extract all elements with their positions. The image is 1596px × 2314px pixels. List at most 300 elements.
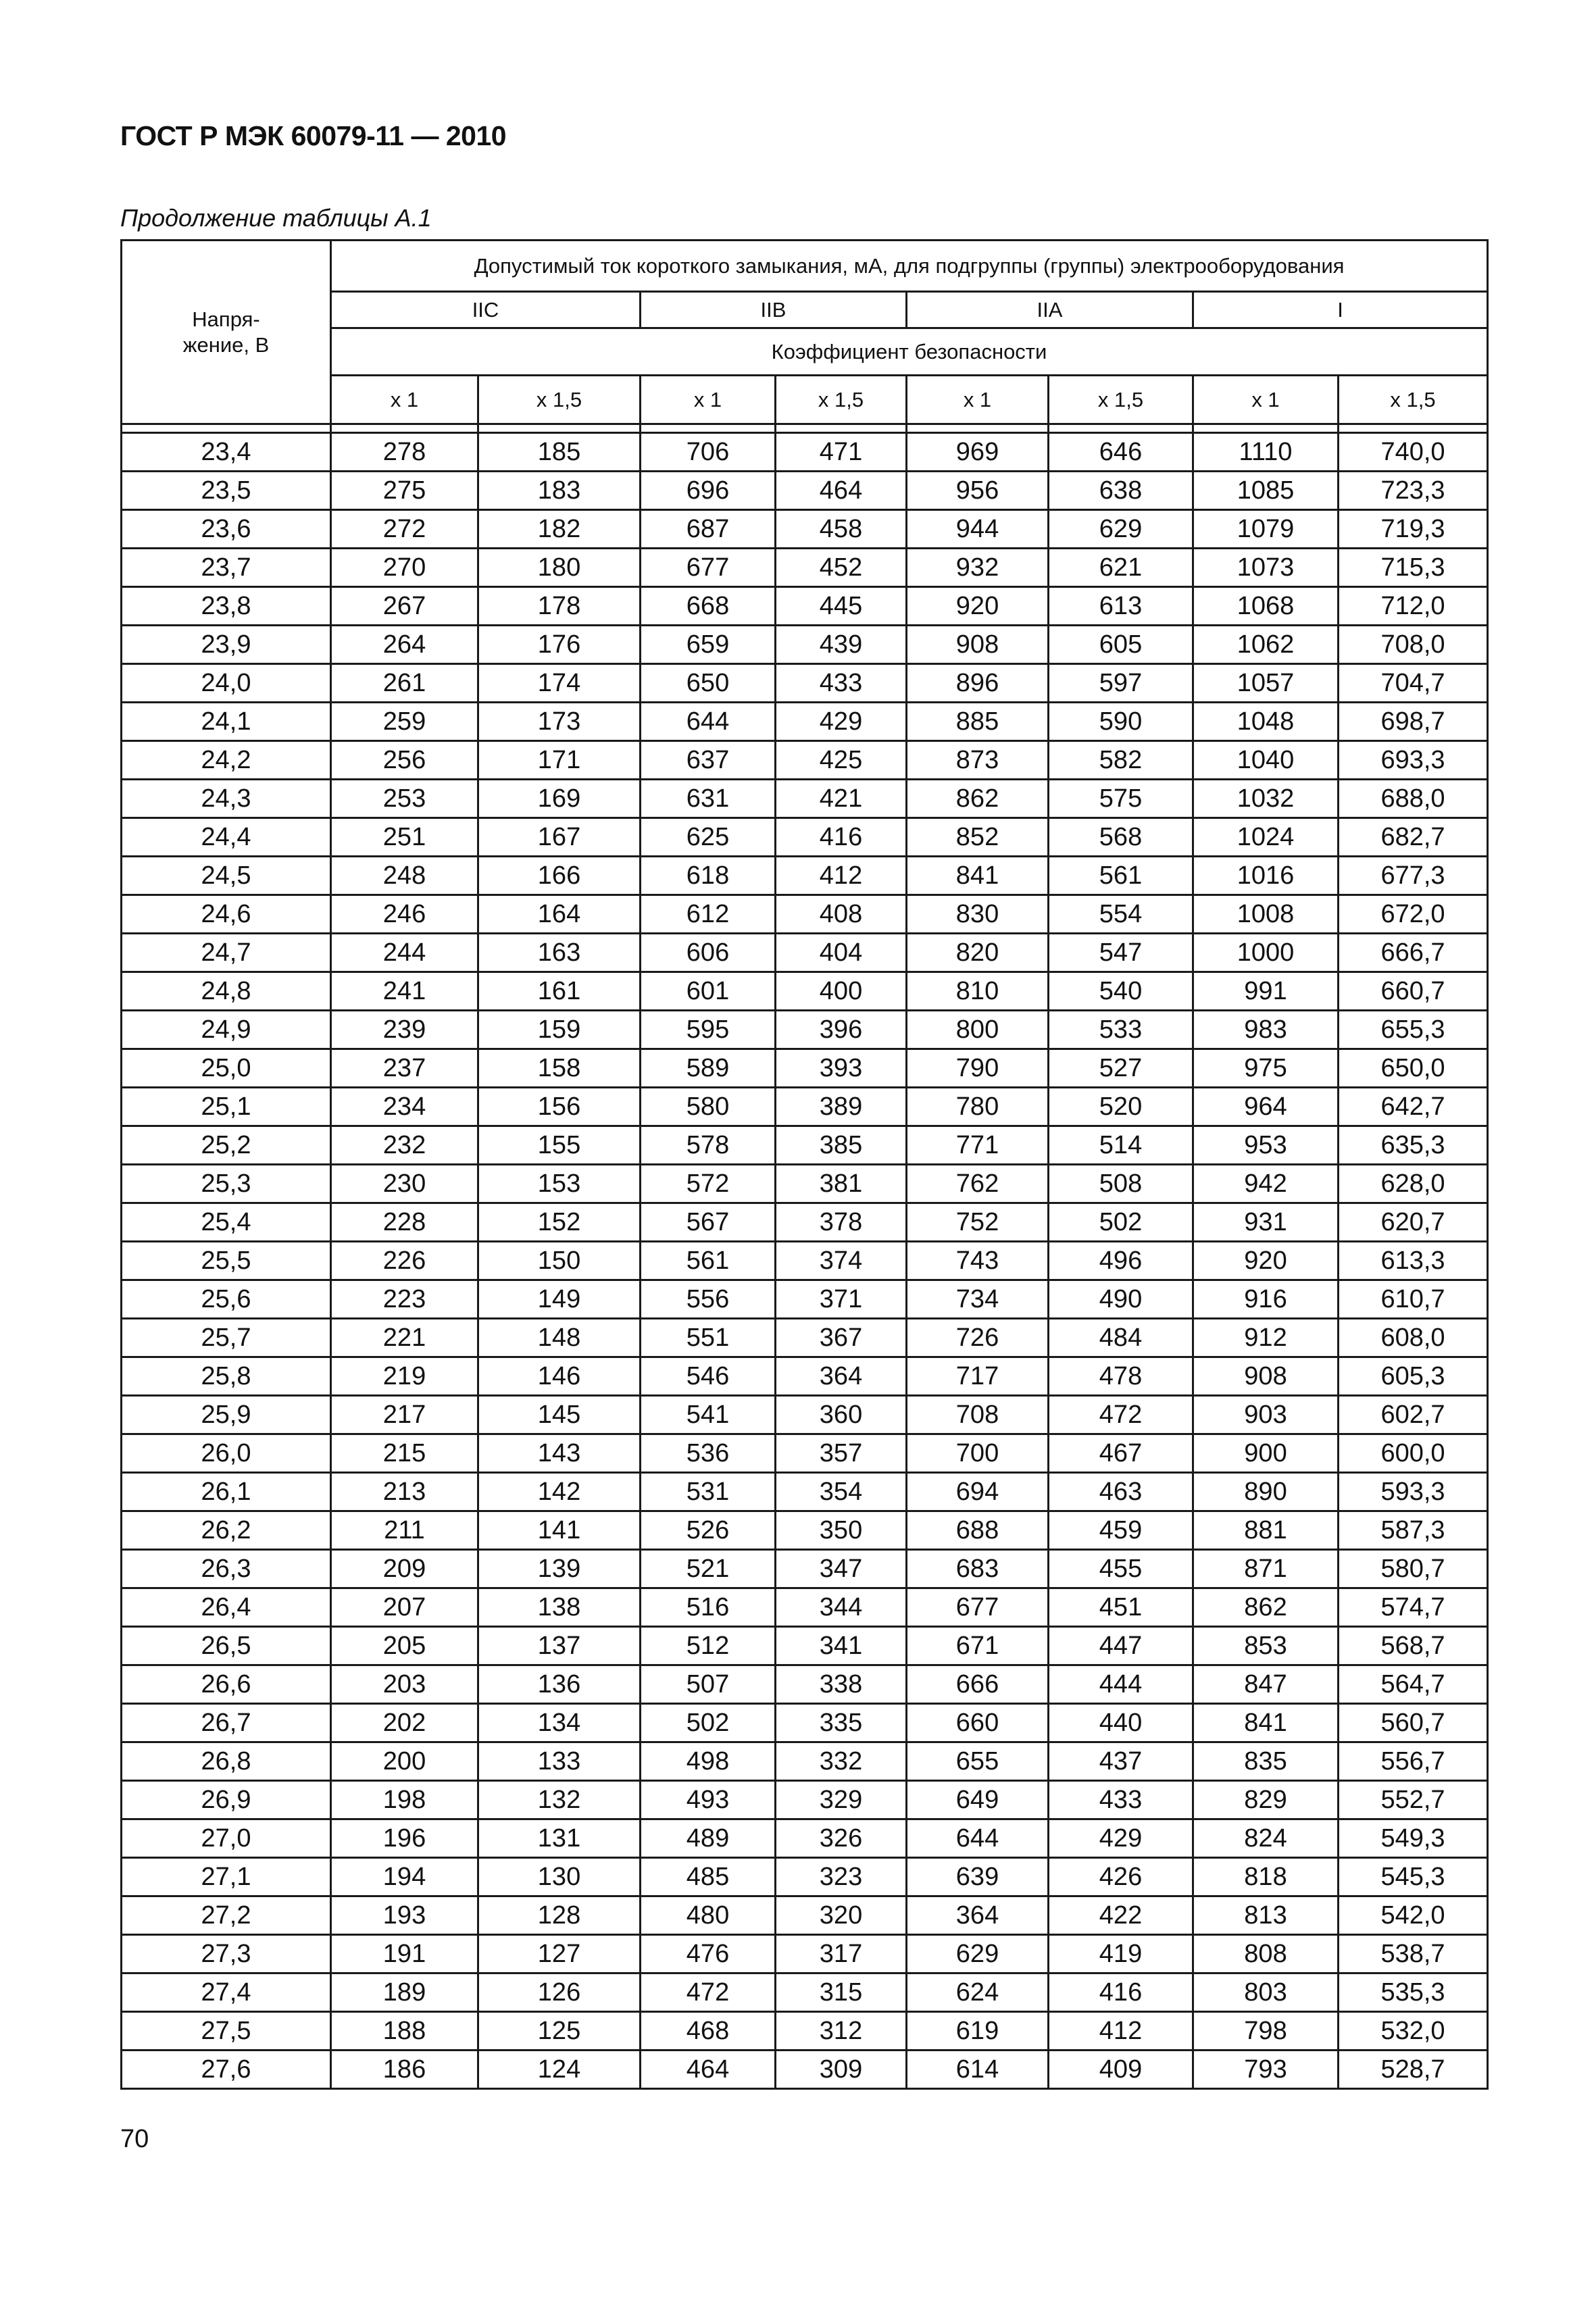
current-value-cell: 167 xyxy=(478,818,641,857)
current-value-cell: 191 xyxy=(331,1935,478,1973)
current-value-cell: 378 xyxy=(776,1203,907,1242)
current-value-cell: 900 xyxy=(1193,1434,1339,1473)
current-value-cell: 595 xyxy=(641,1011,776,1049)
voltage-cell: 24,6 xyxy=(122,895,331,934)
current-value-cell: 264 xyxy=(331,626,478,664)
current-value-cell: 347 xyxy=(776,1550,907,1588)
current-value-cell: 426 xyxy=(1049,1858,1193,1896)
current-value-cell: 942 xyxy=(1193,1165,1339,1203)
voltage-cell: 27,2 xyxy=(122,1896,331,1935)
current-value-cell: 416 xyxy=(1049,1973,1193,2012)
current-value-cell: 808 xyxy=(1193,1935,1339,1973)
current-value-cell: 150 xyxy=(478,1242,641,1280)
current-value-cell: 890 xyxy=(1193,1473,1339,1511)
current-value-cell: 668 xyxy=(641,587,776,626)
table-row xyxy=(122,1781,1488,1819)
header-body-gap xyxy=(122,424,1488,433)
table-row xyxy=(122,1434,1488,1473)
current-value-cell: 964 xyxy=(1193,1088,1339,1126)
voltage-cell: 25,8 xyxy=(122,1357,331,1396)
current-value-cell: 1110 xyxy=(1193,433,1339,472)
current-value-cell: 493 xyxy=(641,1781,776,1819)
current-value-cell: 419 xyxy=(1049,1935,1193,1973)
current-value-cell: 400 xyxy=(776,972,907,1011)
current-value-cell: 771 xyxy=(907,1126,1049,1165)
current-value-cell: 561 xyxy=(1049,857,1193,895)
current-value-cell: 248 xyxy=(331,857,478,895)
page-number: 70 xyxy=(120,2125,149,2153)
voltage-cell: 25,6 xyxy=(122,1280,331,1319)
current-value-cell: 885 xyxy=(907,703,1049,741)
table-row xyxy=(122,1550,1488,1588)
voltage-cell: 24,8 xyxy=(122,972,331,1011)
voltage-cell: 24,0 xyxy=(122,664,331,703)
current-value-cell: 908 xyxy=(1193,1357,1339,1396)
current-value-cell: 841 xyxy=(1193,1704,1339,1742)
current-value-cell: 881 xyxy=(1193,1511,1339,1550)
table-row xyxy=(122,1011,1488,1049)
current-value-cell: 480 xyxy=(641,1896,776,1935)
current-value-cell: 422 xyxy=(1049,1896,1193,1935)
current-value-cell: 213 xyxy=(331,1473,478,1511)
current-value-cell: 920 xyxy=(907,587,1049,626)
current-value-cell: 270 xyxy=(331,549,478,587)
current-value-cell: 740,0 xyxy=(1339,433,1488,472)
current-value-cell: 717 xyxy=(907,1357,1049,1396)
current-value-cell: 527 xyxy=(1049,1049,1193,1088)
current-value-cell: 169 xyxy=(478,780,641,818)
table-row xyxy=(122,510,1488,549)
current-value-cell: 171 xyxy=(478,741,641,780)
factor-header-cell: x 1 xyxy=(1193,376,1339,424)
current-value-cell: 671 xyxy=(907,1627,1049,1665)
current-value-cell: 143 xyxy=(478,1434,641,1473)
current-value-cell: 142 xyxy=(478,1473,641,1511)
current-value-cell: 253 xyxy=(331,780,478,818)
current-value-cell: 613 xyxy=(1049,587,1193,626)
current-value-cell: 186 xyxy=(331,2051,478,2089)
current-value-cell: 688 xyxy=(907,1511,1049,1550)
current-value-cell: 364 xyxy=(776,1357,907,1396)
current-value-cell: 437 xyxy=(1049,1742,1193,1781)
current-value-cell: 655,3 xyxy=(1339,1011,1488,1049)
current-value-cell: 597 xyxy=(1049,664,1193,703)
current-value-cell: 912 xyxy=(1193,1319,1339,1357)
current-value-cell: 715,3 xyxy=(1339,549,1488,587)
current-value-cell: 1032 xyxy=(1193,780,1339,818)
current-value-cell: 672,0 xyxy=(1339,895,1488,934)
current-value-cell: 209 xyxy=(331,1550,478,1588)
current-value-cell: 156 xyxy=(478,1088,641,1126)
current-value-cell: 360 xyxy=(776,1396,907,1434)
current-value-cell: 367 xyxy=(776,1319,907,1357)
current-value-cell: 149 xyxy=(478,1280,641,1319)
current-value-cell: 743 xyxy=(907,1242,1049,1280)
current-value-cell: 829 xyxy=(1193,1781,1339,1819)
table-row xyxy=(122,1203,1488,1242)
current-value-cell: 560,7 xyxy=(1339,1704,1488,1742)
current-value-cell: 666 xyxy=(907,1665,1049,1704)
current-value-cell: 780 xyxy=(907,1088,1049,1126)
document-header: ГОСТ Р МЭК 60079-11 — 2010 xyxy=(120,120,507,151)
current-value-cell: 458 xyxy=(776,510,907,549)
table-row xyxy=(122,1858,1488,1896)
factor-header-cell: x 1,5 xyxy=(776,376,907,424)
current-value-cell: 408 xyxy=(776,895,907,934)
current-value-cell: 211 xyxy=(331,1511,478,1550)
current-value-cell: 312 xyxy=(776,2012,907,2051)
current-value-cell: 852 xyxy=(907,818,1049,857)
current-value-cell: 128 xyxy=(478,1896,641,1935)
current-value-cell: 189 xyxy=(331,1973,478,2012)
current-value-cell: 635,3 xyxy=(1339,1126,1488,1165)
voltage-cell: 23,6 xyxy=(122,510,331,549)
current-value-cell: 267 xyxy=(331,587,478,626)
current-value-cell: 223 xyxy=(331,1280,478,1319)
current-value-cell: 835 xyxy=(1193,1742,1339,1781)
current-value-cell: 818 xyxy=(1193,1858,1339,1896)
voltage-cell: 27,0 xyxy=(122,1819,331,1858)
current-value-cell: 650,0 xyxy=(1339,1049,1488,1088)
current-value-cell: 526 xyxy=(641,1511,776,1550)
current-value-cell: 455 xyxy=(1049,1550,1193,1588)
current-value-cell: 605,3 xyxy=(1339,1357,1488,1396)
current-value-cell: 514 xyxy=(1049,1126,1193,1165)
table-row xyxy=(122,1742,1488,1781)
current-value-cell: 610,7 xyxy=(1339,1280,1488,1319)
current-value-cell: 489 xyxy=(641,1819,776,1858)
current-value-cell: 1000 xyxy=(1193,934,1339,972)
current-value-cell: 698,7 xyxy=(1339,703,1488,741)
current-value-cell: 575 xyxy=(1049,780,1193,818)
current-value-cell: 841 xyxy=(907,857,1049,895)
current-value-cell: 688,0 xyxy=(1339,780,1488,818)
current-value-cell: 153 xyxy=(478,1165,641,1203)
current-value-cell: 540 xyxy=(1049,972,1193,1011)
table-row xyxy=(122,1627,1488,1665)
current-value-cell: 467 xyxy=(1049,1434,1193,1473)
current-value-cell: 830 xyxy=(907,895,1049,934)
current-value-cell: 134 xyxy=(478,1704,641,1742)
current-value-cell: 464 xyxy=(776,472,907,510)
current-value-cell: 625 xyxy=(641,818,776,857)
current-value-cell: 931 xyxy=(1193,1203,1339,1242)
current-value-cell: 873 xyxy=(907,741,1049,780)
current-value-cell: 677 xyxy=(641,549,776,587)
current-value-cell: 196 xyxy=(331,1819,478,1858)
voltage-header-line1: Напря- xyxy=(192,307,260,332)
current-value-cell: 440 xyxy=(1049,1704,1193,1742)
current-value-cell: 708,0 xyxy=(1339,626,1488,664)
voltage-cell: 26,1 xyxy=(122,1473,331,1511)
current-value-cell: 354 xyxy=(776,1473,907,1511)
table-row xyxy=(122,780,1488,818)
table-row xyxy=(122,1704,1488,1742)
table-row xyxy=(122,1319,1488,1357)
voltage-cell: 24,5 xyxy=(122,857,331,895)
current-value-cell: 472 xyxy=(641,1973,776,2012)
current-value-cell: 631 xyxy=(641,780,776,818)
current-value-cell: 148 xyxy=(478,1319,641,1357)
current-value-cell: 131 xyxy=(478,1819,641,1858)
current-value-cell: 512 xyxy=(641,1627,776,1665)
current-value-cell: 639 xyxy=(907,1858,1049,1896)
current-value-cell: 687 xyxy=(641,510,776,549)
current-value-cell: 561 xyxy=(641,1242,776,1280)
voltage-cell: 25,1 xyxy=(122,1088,331,1126)
current-value-cell: 683 xyxy=(907,1550,1049,1588)
current-value-cell: 130 xyxy=(478,1858,641,1896)
current-value-cell: 320 xyxy=(776,1896,907,1935)
current-value-cell: 862 xyxy=(907,780,1049,818)
current-value-cell: 226 xyxy=(331,1242,478,1280)
current-value-cell: 485 xyxy=(641,1858,776,1896)
voltage-cell: 23,9 xyxy=(122,626,331,664)
current-value-cell: 629 xyxy=(1049,510,1193,549)
current-value-cell: 538,7 xyxy=(1339,1935,1488,1973)
table-row xyxy=(122,972,1488,1011)
table-row xyxy=(122,1049,1488,1088)
current-value-cell: 133 xyxy=(478,1742,641,1781)
current-value-cell: 182 xyxy=(478,510,641,549)
current-value-cell: 1048 xyxy=(1193,703,1339,741)
current-value-cell: 908 xyxy=(907,626,1049,664)
current-value-cell: 155 xyxy=(478,1126,641,1165)
current-value-cell: 496 xyxy=(1049,1242,1193,1280)
current-value-cell: 237 xyxy=(331,1049,478,1088)
table-row xyxy=(122,741,1488,780)
current-value-cell: 932 xyxy=(907,549,1049,587)
group-header-i: I xyxy=(1193,292,1488,328)
current-value-cell: 323 xyxy=(776,1858,907,1896)
current-value-cell: 315 xyxy=(776,1973,907,2012)
current-value-cell: 174 xyxy=(478,664,641,703)
table-row xyxy=(122,472,1488,510)
table-row xyxy=(122,433,1488,472)
current-value-cell: 516 xyxy=(641,1588,776,1627)
voltage-cell: 27,5 xyxy=(122,2012,331,2051)
voltage-cell: 25,0 xyxy=(122,1049,331,1088)
current-value-cell: 666,7 xyxy=(1339,934,1488,972)
current-value-cell: 200 xyxy=(331,1742,478,1781)
current-value-cell: 1073 xyxy=(1193,549,1339,587)
current-value-cell: 1057 xyxy=(1193,664,1339,703)
table-row xyxy=(122,1588,1488,1627)
current-value-cell: 141 xyxy=(478,1511,641,1550)
current-value-cell: 582 xyxy=(1049,741,1193,780)
current-value-cell: 762 xyxy=(907,1165,1049,1203)
current-value-cell: 726 xyxy=(907,1319,1049,1357)
voltage-cell: 26,7 xyxy=(122,1704,331,1742)
table-row xyxy=(122,664,1488,703)
current-value-cell: 531 xyxy=(641,1473,776,1511)
current-value-cell: 338 xyxy=(776,1665,907,1704)
safety-factor-header: Коэффициент безопасности xyxy=(331,328,1488,376)
current-value-cell: 137 xyxy=(478,1627,641,1665)
current-value-cell: 205 xyxy=(331,1627,478,1665)
current-value-cell: 164 xyxy=(478,895,641,934)
current-value-cell: 451 xyxy=(1049,1588,1193,1627)
current-value-cell: 452 xyxy=(776,549,907,587)
current-value-cell: 232 xyxy=(331,1126,478,1165)
table-row xyxy=(122,587,1488,626)
current-value-cell: 332 xyxy=(776,1742,907,1781)
voltage-cell: 26,6 xyxy=(122,1665,331,1704)
current-value-cell: 1016 xyxy=(1193,857,1339,895)
current-value-cell: 600,0 xyxy=(1339,1434,1488,1473)
current-value-cell: 589 xyxy=(641,1049,776,1088)
table-row xyxy=(122,2012,1488,2051)
current-value-cell: 472 xyxy=(1049,1396,1193,1434)
table-row xyxy=(122,1473,1488,1511)
current-value-cell: 459 xyxy=(1049,1511,1193,1550)
current-value-cell: 444 xyxy=(1049,1665,1193,1704)
short-circuit-current-table xyxy=(120,239,1489,2090)
current-value-cell: 568,7 xyxy=(1339,1627,1488,1665)
current-value-cell: 371 xyxy=(776,1280,907,1319)
current-value-cell: 163 xyxy=(478,934,641,972)
table-row xyxy=(122,1935,1488,1973)
current-value-cell: 484 xyxy=(1049,1319,1193,1357)
current-value-cell: 1008 xyxy=(1193,895,1339,934)
current-value-cell: 916 xyxy=(1193,1280,1339,1319)
current-value-cell: 612 xyxy=(641,895,776,934)
current-value-cell: 578 xyxy=(641,1126,776,1165)
voltage-cell: 25,5 xyxy=(122,1242,331,1280)
current-value-cell: 478 xyxy=(1049,1357,1193,1396)
current-value-cell: 1068 xyxy=(1193,587,1339,626)
current-value-cell: 800 xyxy=(907,1011,1049,1049)
current-value-cell: 341 xyxy=(776,1627,907,1665)
current-value-cell: 549,3 xyxy=(1339,1819,1488,1858)
voltage-cell: 25,3 xyxy=(122,1165,331,1203)
current-value-cell: 350 xyxy=(776,1511,907,1550)
table-row xyxy=(122,895,1488,934)
current-value-cell: 700 xyxy=(907,1434,1049,1473)
current-value-cell: 813 xyxy=(1193,1896,1339,1935)
current-value-cell: 433 xyxy=(776,664,907,703)
current-value-cell: 234 xyxy=(331,1088,478,1126)
voltage-cell: 23,7 xyxy=(122,549,331,587)
table-caption: Продолжение таблицы А.1 xyxy=(120,204,432,232)
current-value-cell: 259 xyxy=(331,703,478,741)
voltage-cell: 26,3 xyxy=(122,1550,331,1588)
current-value-cell: 682,7 xyxy=(1339,818,1488,857)
current-value-cell: 638 xyxy=(1049,472,1193,510)
voltage-column-header xyxy=(122,241,331,424)
table-row xyxy=(122,1165,1488,1203)
current-value-cell: 847 xyxy=(1193,1665,1339,1704)
current-value-cell: 628,0 xyxy=(1339,1165,1488,1203)
current-value-cell: 425 xyxy=(776,741,907,780)
current-value-cell: 502 xyxy=(1049,1203,1193,1242)
current-value-cell: 335 xyxy=(776,1704,907,1742)
current-value-cell: 521 xyxy=(641,1550,776,1588)
current-value-cell: 642,7 xyxy=(1339,1088,1488,1126)
table-row xyxy=(122,818,1488,857)
current-value-cell: 124 xyxy=(478,2051,641,2089)
table-row xyxy=(122,1896,1488,1935)
current-value-cell: 138 xyxy=(478,1588,641,1627)
voltage-cell: 24,7 xyxy=(122,934,331,972)
current-value-cell: 447 xyxy=(1049,1627,1193,1665)
factor-header-cell: x 1 xyxy=(331,376,478,424)
current-value-cell: 1062 xyxy=(1193,626,1339,664)
voltage-cell: 26,9 xyxy=(122,1781,331,1819)
table-row xyxy=(122,857,1488,895)
current-value-cell: 202 xyxy=(331,1704,478,1742)
current-value-cell: 125 xyxy=(478,2012,641,2051)
current-value-cell: 602,7 xyxy=(1339,1396,1488,1434)
current-value-cell: 580 xyxy=(641,1088,776,1126)
current-value-cell: 704,7 xyxy=(1339,664,1488,703)
current-value-cell: 152 xyxy=(478,1203,641,1242)
table-row xyxy=(122,1126,1488,1165)
current-value-cell: 601 xyxy=(641,972,776,1011)
current-value-cell: 620,7 xyxy=(1339,1203,1488,1242)
current-value-cell: 161 xyxy=(478,972,641,1011)
table-row xyxy=(122,1242,1488,1280)
current-value-cell: 1085 xyxy=(1193,472,1339,510)
table-row xyxy=(122,1511,1488,1550)
voltage-cell: 24,3 xyxy=(122,780,331,818)
current-value-cell: 429 xyxy=(1049,1819,1193,1858)
current-value-cell: 502 xyxy=(641,1704,776,1742)
factor-header-cell: x 1,5 xyxy=(1049,376,1193,424)
current-value-cell: 646 xyxy=(1049,433,1193,472)
current-value-cell: 708 xyxy=(907,1396,1049,1434)
current-value-cell: 421 xyxy=(776,780,907,818)
current-value-cell: 853 xyxy=(1193,1627,1339,1665)
current-value-cell: 145 xyxy=(478,1396,641,1434)
current-value-cell: 364 xyxy=(907,1896,1049,1935)
current-value-cell: 969 xyxy=(907,433,1049,472)
current-value-cell: 820 xyxy=(907,934,1049,972)
current-value-cell: 194 xyxy=(331,1858,478,1896)
current-value-cell: 158 xyxy=(478,1049,641,1088)
current-value-cell: 660 xyxy=(907,1704,1049,1742)
current-value-cell: 139 xyxy=(478,1550,641,1588)
current-value-cell: 587,3 xyxy=(1339,1511,1488,1550)
current-value-cell: 278 xyxy=(331,433,478,472)
current-value-cell: 734 xyxy=(907,1280,1049,1319)
current-value-cell: 309 xyxy=(776,2051,907,2089)
group-header-iib: IIB xyxy=(641,292,907,328)
current-value-cell: 508 xyxy=(1049,1165,1193,1203)
voltage-cell: 25,4 xyxy=(122,1203,331,1242)
current-value-cell: 580,7 xyxy=(1339,1550,1488,1588)
table-row xyxy=(122,1396,1488,1434)
current-value-cell: 490 xyxy=(1049,1280,1193,1319)
current-value-cell: 752 xyxy=(907,1203,1049,1242)
current-value-cell: 556 xyxy=(641,1280,776,1319)
voltage-cell: 25,2 xyxy=(122,1126,331,1165)
current-value-cell: 649 xyxy=(907,1781,1049,1819)
current-value-cell: 606 xyxy=(641,934,776,972)
factor-header-cell: x 1,5 xyxy=(1339,376,1488,424)
current-value-cell: 862 xyxy=(1193,1588,1339,1627)
current-value-cell: 188 xyxy=(331,2012,478,2051)
current-value-cell: 198 xyxy=(331,1781,478,1819)
current-value-cell: 416 xyxy=(776,818,907,857)
current-value-cell: 468 xyxy=(641,2012,776,2051)
current-value-cell: 256 xyxy=(331,741,478,780)
factor-header-cell: x 1,5 xyxy=(478,376,641,424)
current-value-cell: 244 xyxy=(331,934,478,972)
table-row xyxy=(122,549,1488,587)
current-value-cell: 614 xyxy=(907,2051,1049,2089)
current-value-cell: 660,7 xyxy=(1339,972,1488,1011)
